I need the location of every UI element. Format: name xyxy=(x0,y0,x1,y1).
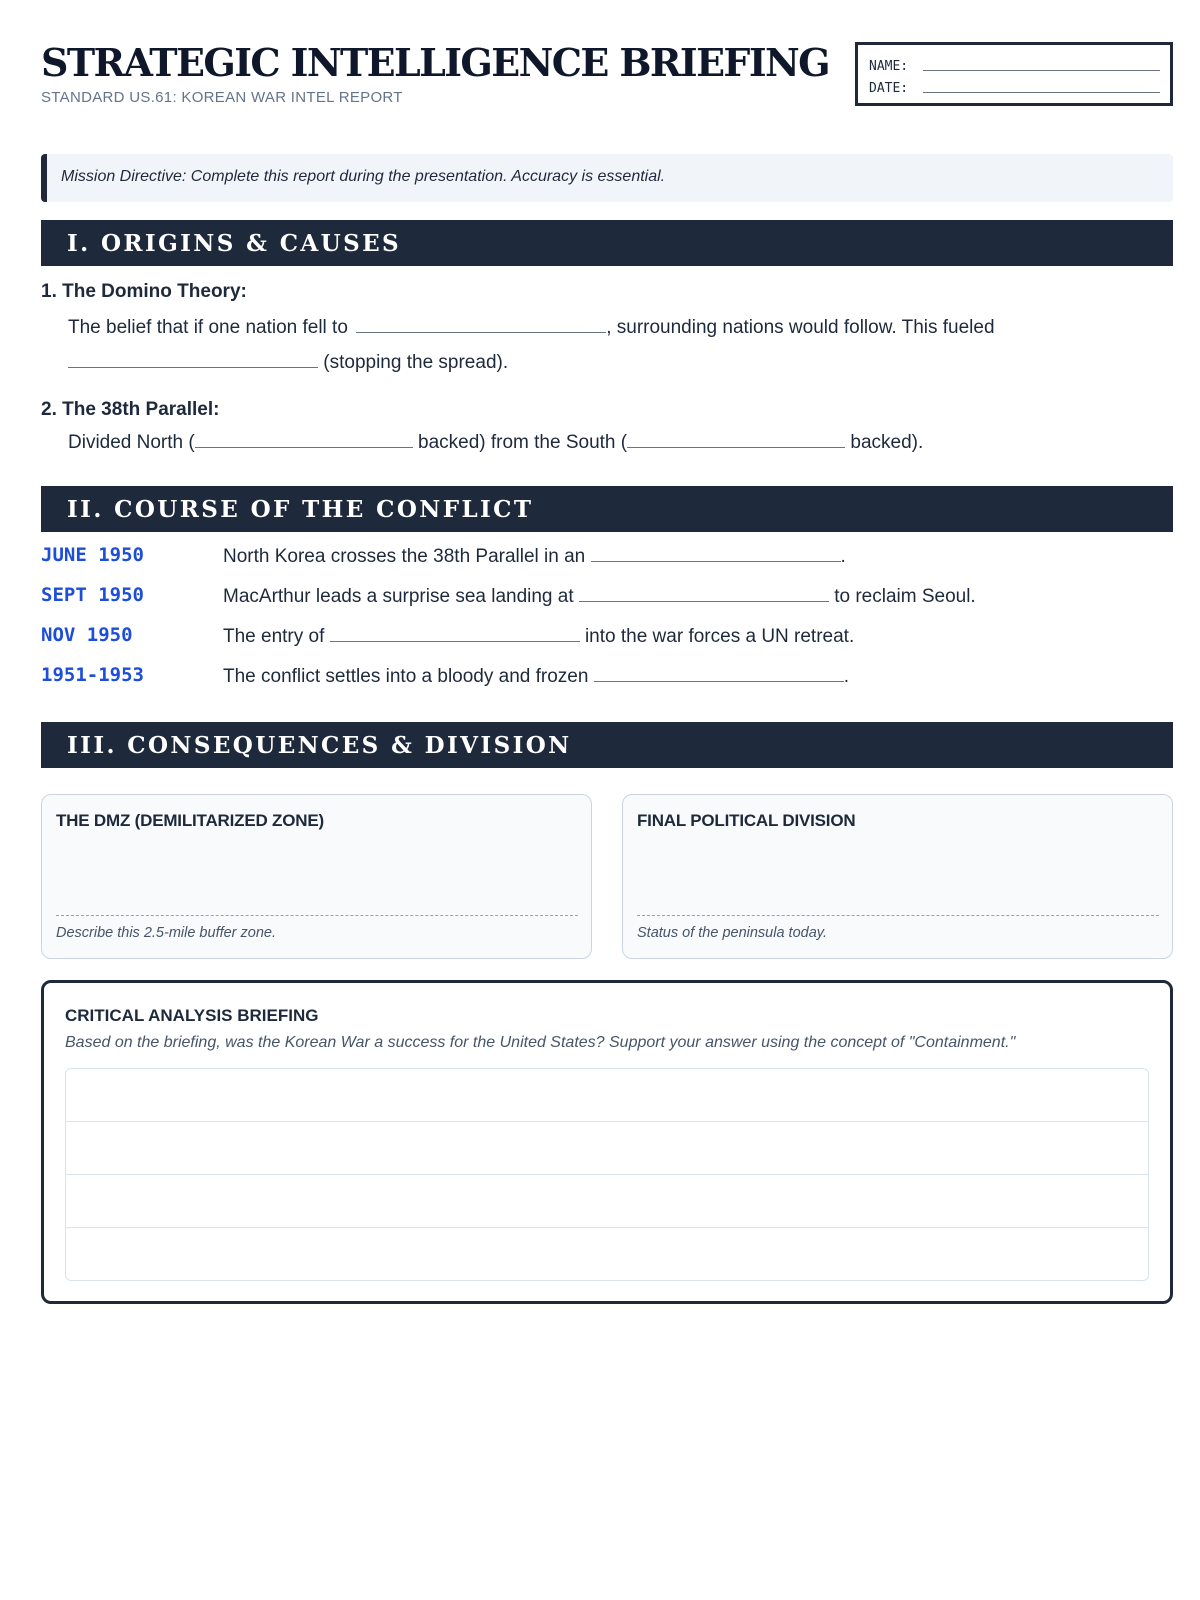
name-label: NAME: xyxy=(869,59,909,74)
south-backer-blank[interactable] xyxy=(627,434,845,448)
parallel-text-3: backed). xyxy=(850,432,924,453)
analysis-title: CRITICAL ANALYSIS BRIEFING xyxy=(65,1006,319,1025)
timeline-blank-stalemate[interactable] xyxy=(594,668,844,682)
dmz-card[interactable] xyxy=(41,794,592,959)
domino-text-3: (stopping the spread). xyxy=(323,352,509,373)
dmz-answer-line[interactable] xyxy=(56,915,578,916)
timeline-row xyxy=(41,544,1173,574)
timeline-date: JUNE 1950 xyxy=(41,544,144,566)
domino-text-2: , surrounding nations would follow. This fueled xyxy=(606,317,995,338)
answer-line[interactable] xyxy=(66,1175,1148,1228)
section-heading-consequences: III. CONSEQUENCES & DIVISION xyxy=(41,722,1173,768)
timeline-text xyxy=(223,666,849,688)
timeline-date: SEPT 1950 xyxy=(41,584,144,606)
date-label: DATE: xyxy=(869,81,909,96)
analysis-answer-area[interactable] xyxy=(65,1068,1149,1281)
domino-text-1: The belief that if one nation fell to xyxy=(68,317,348,338)
domino-theory-line-1 xyxy=(68,317,995,339)
timeline-text-before: North Korea crosses the 38th Parallel in an xyxy=(223,546,586,567)
timeline-text xyxy=(223,546,846,568)
dmz-card-title: THE DMZ (DEMILITARIZED ZONE) xyxy=(56,811,324,830)
timeline-blank-landing[interactable] xyxy=(579,588,829,602)
division-card-title: FINAL POLITICAL DIVISION xyxy=(637,811,856,830)
parallel-title: 2. The 38th Parallel: xyxy=(41,399,220,420)
parallel-text-2: backed) from the South ( xyxy=(418,432,628,453)
domino-blank-1[interactable] xyxy=(356,319,606,333)
timeline-date: NOV 1950 xyxy=(41,624,133,646)
answer-line[interactable] xyxy=(66,1122,1148,1175)
worksheet-header xyxy=(41,38,1173,128)
domino-theory-title: 1. The Domino Theory: xyxy=(41,281,247,302)
timeline-row xyxy=(41,664,1173,694)
domino-blank-2[interactable] xyxy=(68,354,318,368)
name-field[interactable] xyxy=(923,57,1160,71)
timeline-row xyxy=(41,624,1173,654)
timeline-text-after: . xyxy=(843,666,849,687)
timeline-row xyxy=(41,584,1173,614)
timeline-blank-invasion[interactable] xyxy=(591,548,841,562)
page-subtitle: STANDARD US.61: KOREAN WAR INTEL REPORT xyxy=(41,89,403,106)
student-info-box xyxy=(855,42,1173,106)
timeline-text-before: The conflict settles into a bloody and frozen xyxy=(223,666,589,687)
timeline-text-after: . xyxy=(840,546,846,567)
parallel-line xyxy=(68,432,923,454)
section-heading-conflict: II. COURSE OF THE CONFLICT xyxy=(41,486,1173,532)
division-card[interactable] xyxy=(622,794,1173,959)
north-backer-blank[interactable] xyxy=(195,434,413,448)
name-row xyxy=(869,52,1160,74)
domino-theory-line-2 xyxy=(68,352,508,374)
analysis-prompt: Based on the briefing, was the Korean War a success for the United States? Support your answer using the concept of "Containment." xyxy=(65,1034,1016,1051)
timeline-text-after: into the war forces a UN retreat. xyxy=(584,626,855,647)
division-card-hint: Status of the peninsula today. xyxy=(637,925,827,941)
timeline-text-after: to reclaim Seoul. xyxy=(834,586,976,607)
division-answer-line[interactable] xyxy=(637,915,1159,916)
timeline-blank-entry[interactable] xyxy=(330,628,580,642)
date-row xyxy=(869,74,1160,96)
critical-analysis-box xyxy=(41,980,1173,1304)
parallel-text-1: Divided North ( xyxy=(68,432,195,453)
dmz-card-hint: Describe this 2.5-mile buffer zone. xyxy=(56,925,277,941)
timeline-text xyxy=(223,626,854,648)
mission-directive: Mission Directive: Complete this report during the presentation. Accuracy is essential. xyxy=(41,154,1173,202)
date-field[interactable] xyxy=(923,79,1160,93)
answer-line[interactable] xyxy=(66,1069,1148,1122)
timeline-text xyxy=(223,586,976,608)
timeline-text-before: The entry of xyxy=(223,626,325,647)
page-title: STRATEGIC INTELLIGENCE BRIEFING xyxy=(41,40,829,85)
timeline-text-before: MacArthur leads a surprise sea landing at xyxy=(223,586,574,607)
section-heading-origins: I. ORIGINS & CAUSES xyxy=(41,220,1173,266)
timeline-date: 1951-1953 xyxy=(41,664,144,686)
